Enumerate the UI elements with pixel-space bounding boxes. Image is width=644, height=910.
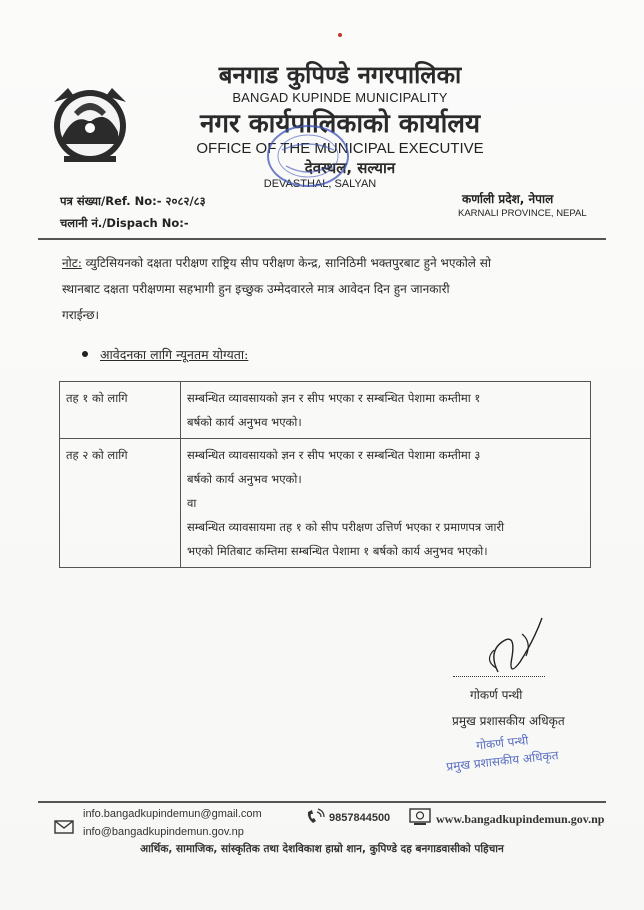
requirement-line: सम्बन्धित व्यावसायको ज्ञन र सीप भएका र सम्बन्धित पेशामा कम्तीमा १ [187, 391, 481, 405]
office-name-english: OFFICE OF THE MUNICIPAL EXECUTIVE [196, 140, 484, 157]
qualification-heading-text: आवेदनका लागि न्यूनतम योग्यता: [100, 347, 249, 362]
requirement-line: बर्षको कार्य अनुभव भएको। [187, 472, 302, 486]
requirement-line: बर्षको कार्य अनुभव भएको। [187, 415, 302, 429]
footer-website: www.bangadkupindemun.gov.np [436, 812, 605, 826]
phone-icon [304, 808, 326, 826]
requirement-cell [181, 382, 591, 439]
signature-line [453, 676, 545, 677]
province-nepali: कर्णाली प्रदेश, नेपाल [462, 192, 554, 206]
mail-icon [54, 820, 74, 834]
handwritten-signature-icon [468, 612, 558, 682]
municipality-name-english: BANGAD KUPINDE MUNICIPALITY [232, 90, 448, 105]
requirement-cell [181, 439, 591, 568]
red-dot-mark [338, 33, 342, 37]
footer-email-1: info.bangadkupindemun@gmail.com [83, 808, 262, 820]
stamp-name: गोकर्ण पन्थी [475, 733, 530, 753]
location-english: DEVASTHAL, SALYAN [263, 178, 377, 190]
note-line-2: स्थानबाट दक्षता परीक्षणमा सहभागी हुन इच्छुक उम्मेदवारले मात्र आवेदन दिन हुन जानकारी [62, 282, 450, 296]
note-line-1: व्युटिसियनको दक्षता परीक्षण राष्ट्रिय सीप परीक्षण केन्द्र, सानिठिमी भक्तपुरबाट हुने भएकोले सो [81, 256, 491, 270]
qualification-table [59, 381, 591, 568]
location-nepali: देवस्थल, सल्यान [304, 159, 396, 177]
requirement-line: सम्बन्धित व्यावसायको ज्ञन र सीप भएका र सम्बन्धित पेशामा कम्तीमा ३ [187, 448, 481, 462]
reference-number: पत्र संख्या/Ref. No:- २०८२/८३ [60, 194, 206, 208]
requirement-line: वा [187, 496, 197, 510]
bullet-icon [82, 351, 88, 357]
signatory-title: प्रमुख प्रशासकीय अधिकृत [452, 714, 565, 728]
dispatch-number: चलानी नं./Dispach No:- [60, 216, 189, 230]
notice-paragraph [62, 250, 582, 328]
website-icon [408, 808, 432, 826]
qualification-heading [82, 346, 248, 363]
footer-phone: 9857844500 [329, 812, 391, 824]
footer-email-2: info@bangadkupindemun.gov.np [83, 826, 244, 838]
requirement-line: भएको मितिबाट कम्तिमा सम्बन्धित पेशामा १ बर्षको कार्य अनुभव भएको। [187, 544, 488, 558]
municipality-emblem-icon [44, 82, 136, 168]
office-stamp-icon [262, 120, 354, 192]
signatory-name: गोकर्ण पन्थी [470, 688, 523, 702]
footer-divider [38, 801, 606, 803]
note-label: नोट: [62, 256, 82, 270]
office-name-nepali: नगर कार्यपालिकाको कार्यालय [199, 109, 481, 139]
header-divider [38, 238, 606, 240]
level-cell: तह २ को लागि [60, 439, 181, 568]
footer-tagline: आर्थिक, सामाजिक, सांस्कृतिक तथा देशविकाश हाम्रो शान, कुपिण्डे दह बनगाडवासीको पहिचान [140, 843, 504, 855]
province-english: KARNALI PROVINCE, NEPAL [458, 208, 587, 219]
municipality-name-nepali: बनगाड कुपिण्डे नगरपालिका [218, 61, 462, 89]
level-cell: तह १ को लागि [60, 382, 181, 439]
table-row [60, 439, 591, 568]
note-line-3: गराईन्छ। [62, 308, 100, 322]
stamp-title: प्रमुख प्रशासकीय अधिकृत [445, 748, 560, 774]
table-row [60, 382, 591, 439]
requirement-line: सम्बन्धित व्यावसायमा तह १ को सीप परीक्षण उत्तिर्ण भएका र प्रमाणपत्र जारी [187, 520, 505, 534]
